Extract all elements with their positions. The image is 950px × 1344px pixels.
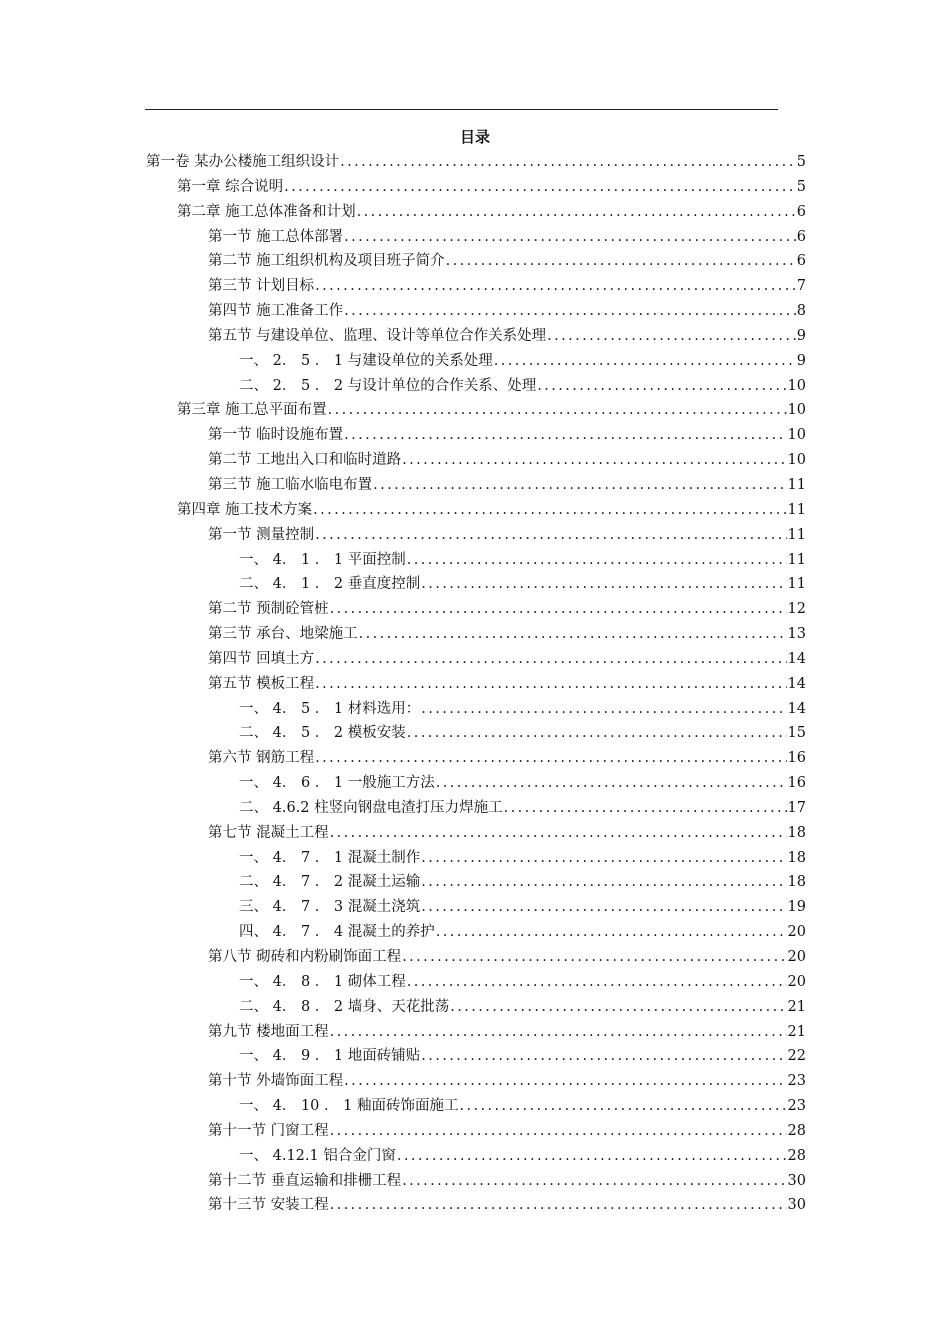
toc-leader-dots [407, 970, 787, 995]
toc-entry-label: 二、 4.6.2 柱竖向钢盘电渣打压力焊施工 [239, 799, 503, 816]
toc-leader-dots [344, 1069, 786, 1094]
toc-entry-page: 6 [796, 203, 806, 220]
toc-leader-dots [340, 150, 796, 175]
toc-entry[interactable] [146, 895, 806, 920]
toc-leader-dots [407, 721, 787, 746]
toc-entry[interactable] [146, 721, 806, 746]
toc-leader-dots [421, 572, 786, 597]
toc-leader-dots [315, 746, 786, 771]
toc-entry-label: 第一节 测量控制 [208, 526, 315, 543]
toc-entry-label: 一、 2． 5 ． 1 与建设单位的关系处理 [239, 352, 493, 369]
toc-leader-dots [357, 200, 796, 225]
toc-entry-page: 15 [787, 725, 806, 742]
toc-leader-dots [402, 448, 786, 473]
toc-entry-page: 5 [796, 154, 806, 170]
toc-entry-page: 28 [787, 1147, 806, 1164]
toc-leader-dots [421, 697, 786, 722]
toc-entry-page: 23 [787, 1073, 806, 1090]
toc-entry[interactable] [146, 870, 806, 895]
toc-leader-dots [402, 945, 786, 970]
toc-leader-dots [402, 1169, 786, 1194]
toc-leader-dots [459, 1094, 786, 1119]
toc-entry[interactable] [146, 945, 806, 970]
toc-leader-dots [421, 1044, 786, 1069]
toc-entry[interactable] [146, 920, 806, 945]
toc-entry[interactable] [146, 821, 806, 846]
toc-entry-label: 第二节 工地出入口和临时道路 [208, 452, 402, 469]
toc-entry-label: 一、 4． 1 ． 1 平面控制 [239, 551, 406, 568]
toc-entry[interactable] [146, 498, 806, 523]
toc-entry-page: 21 [787, 998, 806, 1015]
toc-entry-page: 14 [787, 700, 806, 717]
toc-entry[interactable] [146, 150, 806, 175]
toc-entry-page: 20 [787, 949, 806, 965]
toc-entry[interactable] [146, 622, 806, 647]
toc-entry-label: 第六节 钢筋工程 [208, 750, 315, 767]
toc-entry-page: 19 [787, 899, 806, 916]
toc-entry[interactable] [146, 672, 806, 697]
toc-entry-page: 13 [787, 626, 806, 643]
toc-entry-page: 14 [787, 675, 806, 692]
toc-entry-page: 11 [787, 576, 806, 593]
toc-leader-dots [397, 1144, 787, 1169]
toc-entry[interactable] [146, 423, 806, 448]
toc-entry-page: 11 [787, 476, 806, 493]
toc-entry-page: 30 [787, 1197, 806, 1214]
toc-entry-page: 6 [796, 253, 806, 270]
toc-leader-dots [344, 299, 796, 324]
toc-entry-page: 22 [787, 1048, 806, 1065]
toc-entry-label: 第七节 混凝土工程 [208, 824, 329, 841]
toc-entry-label: 一、 4.12.1 铝合金门窗 [239, 1147, 396, 1164]
toc-entry-page: 12 [787, 601, 806, 618]
toc-leader-dots [494, 349, 796, 374]
toc-entry[interactable] [146, 1069, 806, 1094]
toc-entry-label: 二、 4． 8 ． 2 墙身、天花批荡 [239, 998, 450, 1015]
toc-leader-dots [421, 870, 786, 895]
toc-entry[interactable] [146, 970, 806, 995]
toc-entry-page: 20 [787, 924, 806, 941]
toc-leader-dots [315, 672, 786, 697]
toc-entry-page: 18 [787, 824, 806, 841]
toc-entry[interactable] [146, 200, 806, 225]
toc-entry[interactable] [146, 1020, 806, 1045]
toc-entry-page: 9 [796, 327, 806, 344]
toc-entry-label: 第十节 外墙饰面工程 [208, 1073, 344, 1090]
toc-leader-dots [315, 647, 786, 672]
toc-leader-dots [373, 473, 786, 498]
toc-entry-page: 20 [787, 973, 806, 990]
toc-entry-label: 一、 4． 7 ． 1 混凝土制作 [239, 849, 421, 866]
toc-leader-dots [315, 274, 796, 299]
toc-entry[interactable] [146, 1169, 806, 1194]
toc-entry[interactable] [146, 548, 806, 573]
toc-entry-page: 10 [787, 377, 806, 394]
toc-entry-page: 11 [787, 551, 806, 568]
toc-entry[interactable] [146, 1144, 806, 1169]
toc-entry-page: 11 [787, 526, 806, 543]
toc-entry-label: 二、 4． 1 ． 2 垂直度控制 [239, 576, 421, 593]
toc-leader-dots [344, 423, 786, 448]
toc-entry[interactable] [146, 448, 806, 473]
toc-entry[interactable] [146, 225, 806, 250]
toc-entry-label: 第四章 施工技术方案 [177, 501, 313, 518]
toc-entry[interactable] [146, 249, 806, 274]
toc-entry-label: 二、 4． 5 ． 2 模板安装 [239, 725, 406, 742]
toc-entry[interactable] [146, 523, 806, 548]
toc-entry-label: 第八节 砌砖和内粉刷饰面工程 [208, 949, 402, 965]
toc-entry-label: 第一章 综合说明 [177, 178, 284, 195]
toc-entry[interactable] [146, 324, 806, 349]
toc-entry-label: 四、 4． 7 ． 4 混凝土的养护 [239, 924, 435, 941]
toc-entry[interactable] [146, 374, 806, 399]
toc-entry[interactable] [146, 299, 806, 324]
toc-entry-page: 28 [787, 1122, 806, 1139]
toc-entry-label: 第五节 模板工程 [208, 675, 315, 692]
header-rule [145, 109, 778, 110]
toc-leader-dots [330, 1020, 787, 1045]
toc-entry-label: 第三节 计划目标 [208, 278, 315, 295]
toc-leader-dots [547, 324, 796, 349]
toc-leader-dots [421, 895, 786, 920]
toc-entry-page: 10 [787, 452, 806, 469]
toc-entry-page: 21 [787, 1023, 806, 1040]
toc-entry-label: 第二节 施工组织机构及项目班子简介 [208, 253, 445, 270]
toc-leader-dots [436, 771, 787, 796]
toc-entry-page: 23 [787, 1098, 806, 1115]
toc-entry[interactable] [146, 1094, 806, 1119]
toc-entry-page: 10 [787, 402, 806, 419]
toc-entry-label: 一、 4． 9 ． 1 地面砖铺贴 [239, 1048, 421, 1065]
toc-leader-dots [330, 597, 787, 622]
toc-leader-dots [421, 846, 786, 871]
toc-entry-label: 第一节 施工总体部署 [208, 228, 344, 245]
toc-entry-page: 16 [787, 750, 806, 767]
toc-leader-dots [446, 249, 796, 274]
toc-entry-label: 一、 4． 5 ． 1 材料选用： [239, 700, 421, 717]
toc-entry-label: 第九节 楼地面工程 [208, 1023, 329, 1040]
toc-leader-dots [313, 498, 786, 523]
toc-entry-label: 第五节 与建设单位、监理、设计等单位合作关系处理 [208, 327, 547, 344]
toc-leader-dots [330, 1119, 787, 1144]
toc-entry-label: 第十一节 门窗工程 [208, 1122, 329, 1139]
toc-entry-label: 第一卷 某办公楼施工组织设计 [146, 154, 340, 170]
toc-entry-page: 18 [787, 849, 806, 866]
toc-entry-page: 18 [787, 874, 806, 891]
toc-entry[interactable] [146, 1193, 806, 1218]
toc-leader-dots [504, 796, 787, 821]
toc-entry-label: 二、 2． 5 ． 2 与设计单位的合作关系、处理 [239, 377, 537, 394]
toc-leader-dots [407, 548, 787, 573]
toc-entry-label: 第二章 施工总体准备和计划 [177, 203, 356, 220]
toc-entry-page: 8 [796, 303, 806, 320]
toc-entry-page: 11 [787, 501, 806, 518]
toc-leader-dots [450, 995, 786, 1020]
toc-entry[interactable] [146, 1044, 806, 1069]
toc-entry-label: 一、 4． 8 ． 1 砌体工程 [239, 973, 406, 990]
toc-entry-label: 第三节 承台、地梁施工 [208, 626, 358, 643]
toc-entry[interactable] [146, 572, 806, 597]
toc-entry-page: 14 [787, 650, 806, 667]
toc-entry[interactable] [146, 597, 806, 622]
toc-entry-page: 16 [787, 775, 806, 792]
toc-entry-label: 第十三节 安装工程 [208, 1197, 329, 1214]
toc-entry-page: 9 [796, 352, 806, 369]
toc-entry[interactable] [146, 697, 806, 722]
toc-leader-dots [328, 398, 787, 423]
toc-entry-label: 第四节 施工准备工作 [208, 303, 344, 320]
toc-entry-label: 一、 4． 6 ． 1 一般施工方法 [239, 775, 435, 792]
toc-entry[interactable] [146, 995, 806, 1020]
toc-leader-dots [284, 175, 796, 200]
toc-entry[interactable] [146, 473, 806, 498]
toc-entry[interactable] [146, 771, 806, 796]
toc-entry[interactable] [146, 746, 806, 771]
toc-entry-page: 17 [787, 799, 806, 816]
toc-entry-page: 10 [787, 427, 806, 444]
toc-leader-dots [436, 920, 787, 945]
toc-entry[interactable] [146, 1119, 806, 1144]
toc-entry-label: 第一节 临时设施布置 [208, 427, 344, 444]
toc-entry-label: 第四节 回填土方 [208, 650, 315, 667]
toc-entry[interactable] [146, 796, 806, 821]
toc-entry-label: 二、 4． 7 ． 2 混凝土运输 [239, 874, 421, 891]
toc-entry[interactable] [146, 175, 806, 200]
toc-leader-dots [359, 622, 787, 647]
toc-entry-label: 第三节 施工临水临电布置 [208, 476, 373, 493]
toc-leader-dots [537, 374, 786, 399]
toc-entry-label: 第二节 预制砼管桩 [208, 601, 329, 618]
toc-entry[interactable] [146, 349, 806, 374]
toc-entry-page: 7 [796, 278, 806, 295]
toc-entry-label: 第十二节 垂直运输和排栅工程 [208, 1172, 402, 1189]
toc-entry[interactable] [146, 398, 806, 423]
toc-entry-page: 6 [796, 228, 806, 245]
toc-entry[interactable] [146, 846, 806, 871]
table-of-contents [146, 150, 806, 1218]
toc-title: 目录 [459, 128, 490, 146]
toc-leader-dots [344, 225, 796, 250]
toc-entry[interactable] [146, 274, 806, 299]
toc-entry[interactable] [146, 647, 806, 672]
toc-entry-label: 第三章 施工总平面布置 [177, 402, 327, 419]
toc-leader-dots [315, 523, 786, 548]
toc-entry-label: 三、 4． 7 ． 3 混凝土浇筑 [239, 899, 421, 916]
toc-entry-page: 30 [787, 1172, 806, 1189]
toc-entry-page: 5 [796, 178, 806, 195]
toc-leader-dots [330, 821, 787, 846]
toc-leader-dots [330, 1193, 787, 1218]
toc-entry-label: 一、 4． 10 ． 1 釉面砖饰面施工 [239, 1098, 459, 1115]
